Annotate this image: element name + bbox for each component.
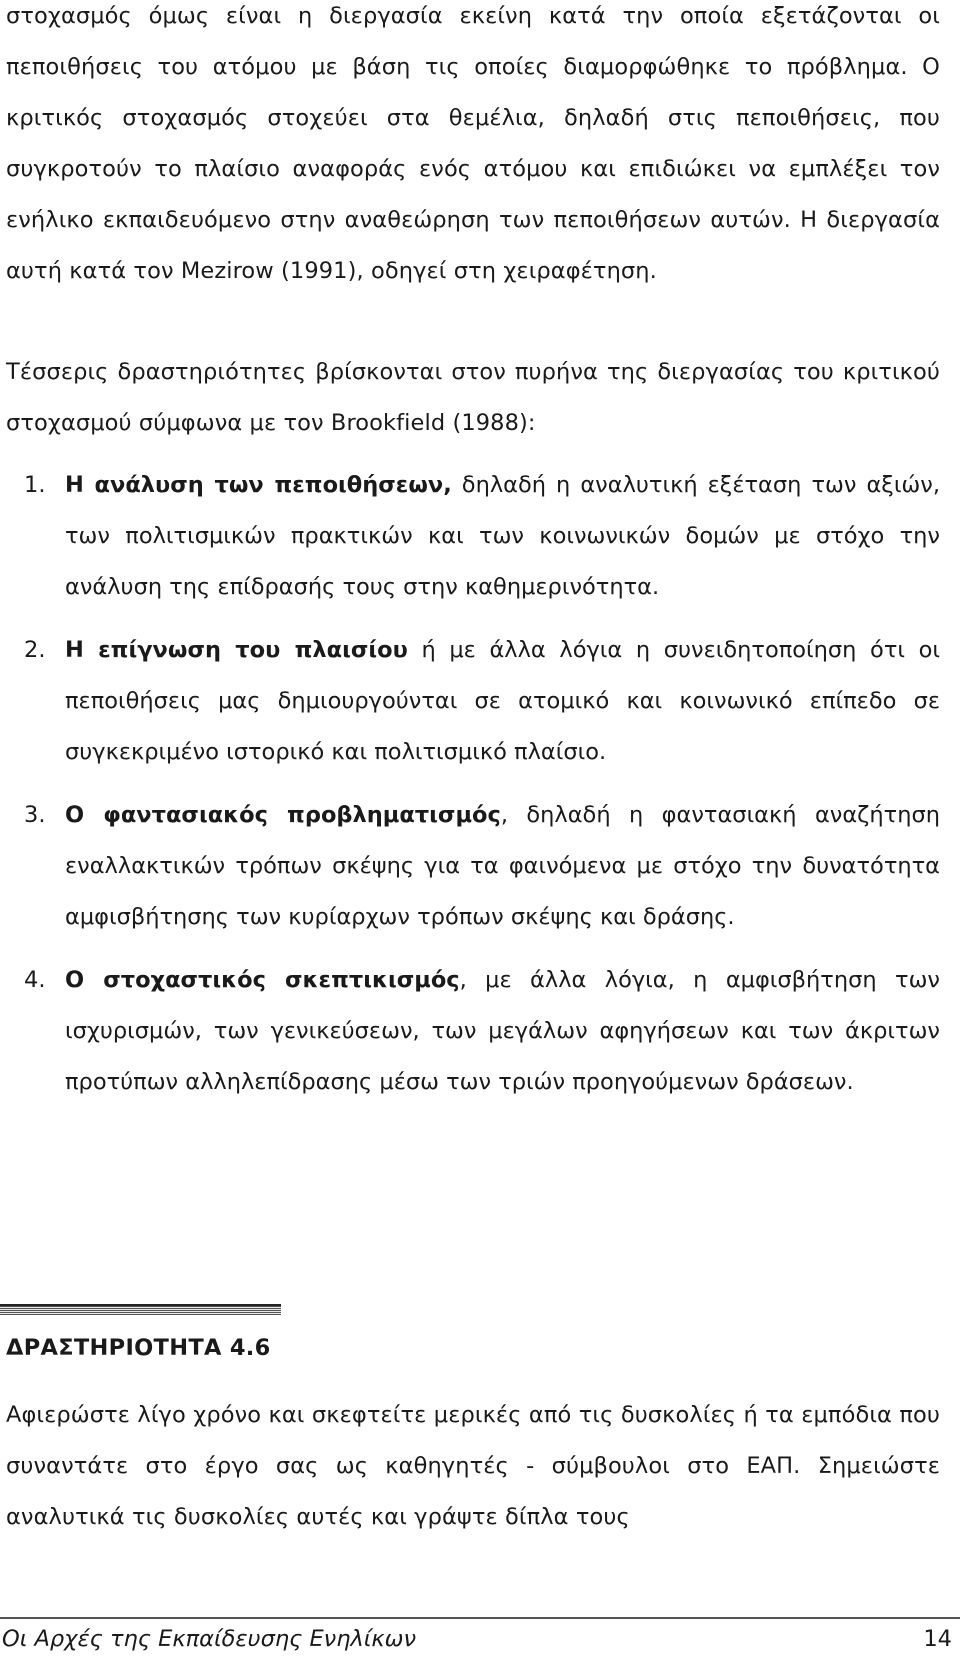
list-item-bold-term: Η επίγνωση του πλαισίου (65, 637, 408, 663)
page-number: 14 (923, 1626, 952, 1652)
list-item-text: ή με άλλα λόγια η συνειδητοποίηση ότι οι πεποιθήσεις μας δημιουργούνται σε ατομικό και κοινωνικό επίπεδο σε συγκεκριμένο ιστορικό και πολιτισμικό πλαίσιο. (65, 637, 940, 765)
list-item-number: 2. (24, 637, 46, 663)
list-item-text: δηλαδή η αναλυτική εξέταση των αξιών, των πολιτισμικών πρακτικών και των κοινωνικών δομών με στόχο την ανάλυση της επίδρασής τους στην καθημερινότητα. (65, 472, 940, 600)
list-item-text: , με άλλα λόγια, η αμφισβήτηση των ισχυρισμών, των γενικεύσεων, των μεγάλων αφηγήσεων και των άκριτων προτύπων αλληλεπίδρασης μέσω των τριών προηγούμενων δράσεων. (65, 967, 940, 1095)
list-item (0, 625, 940, 778)
list-item-number: 1. (24, 472, 46, 498)
list-item-bold-term: Ο στοχαστικός σκεπτικισμός (65, 967, 460, 993)
body-paragraph: Τέσσερις δραστηριότητες βρίσκονται στον πυρήνα της διεργασίας του κριτικού στοχασμού σύμφωνα με τον Brookfield (1988): (6, 359, 940, 436)
list-item-bold-term: Η ανάλυση των πεποιθήσεων, (65, 472, 452, 498)
list-item-bold-term: Ο φαντασιακός προβληματισμός (65, 802, 501, 828)
list-item-number: 3. (24, 802, 46, 828)
numbered-list (0, 460, 940, 1120)
footer-title: Οι Αρχές της Εκπαίδευσης Ενηλίκων (2, 1626, 417, 1652)
footer-divider (0, 1617, 960, 1619)
list-item (0, 955, 940, 1108)
body-paragraph: στοχασμός όμως είναι η διεργασία εκείνη κατά την οποία εξετάζονται οι πεποιθήσεις του ατόμου με βάση τις οποίες διαμορφώθηκε το πρόβλημα. Ο κριτικός στοχασμός στοχεύει στα θεμέλια, δηλαδή στις πεποιθήσεις, που συγκροτούν το πλαίσιο αναφοράς ενός ατόμου και επιδιώκει να εμπλέξει τον ενήλικο εκπαιδευόμενο στην αναθεώρηση των πεποιθήσεων αυτών. Η διεργασία αυτή κατά τον Mezirow (1991), οδηγεί στη χειραφέτηση. (6, 3, 940, 284)
section-divider (0, 1304, 281, 1315)
activity-paragraph: Αφιερώστε λίγο χρόνο και σκεφτείτε μερικές από τις δυσκολίες ή τα εμπόδια που συναντάτε στο έργο σας ως καθηγητές - σύμβουλοι στο ΕΑΠ. Σημειώστε αναλυτικά τις δυσκολίες αυτές και γράψτε δίπλα τους (6, 1402, 940, 1530)
list-item (0, 790, 940, 943)
list-item (0, 460, 940, 613)
list-item-text: , δηλαδή η φαντασιακή αναζήτηση εναλλακτικών τρόπων σκέψης για τα φαινόμενα με στόχο την δυνατότητα αμφισβήτησης των κυρίαρχων τρόπων σκέψης και δράσης. (65, 802, 941, 930)
list-item-number: 4. (24, 967, 46, 993)
activity-heading: ΔΡΑΣΤΗΡΙΟΤΗΤΑ 4.6 (6, 1335, 271, 1361)
